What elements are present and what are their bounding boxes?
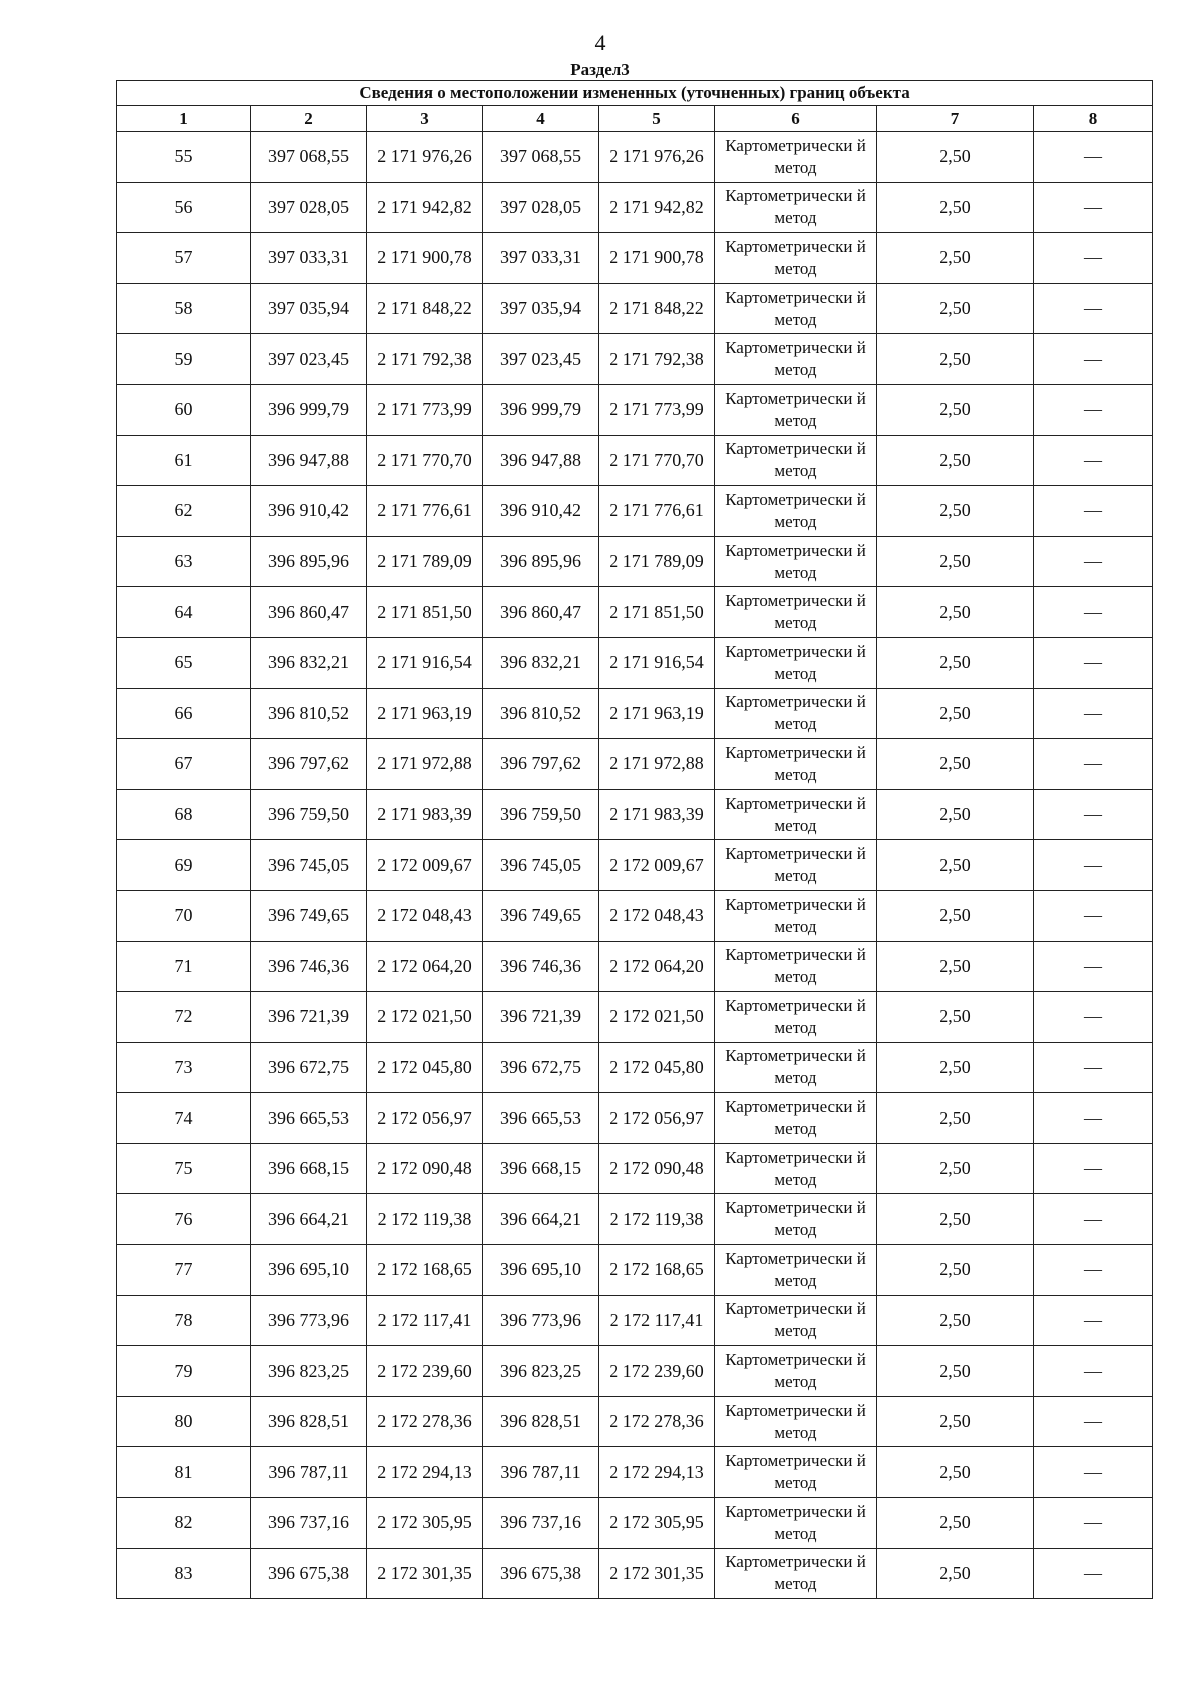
cell-point-number: 69 bbox=[117, 840, 251, 891]
cell-y-new: 2 172 301,35 bbox=[599, 1548, 715, 1599]
cell-point-number: 77 bbox=[117, 1245, 251, 1296]
cell-method: Картометрически й метод bbox=[715, 1295, 877, 1346]
cell-method: Картометрически й метод bbox=[715, 1245, 877, 1296]
cell-accuracy: 2,50 bbox=[877, 1498, 1034, 1549]
cell-point-number: 76 bbox=[117, 1194, 251, 1245]
cell-x-new: 396 672,75 bbox=[483, 1042, 599, 1093]
cell-x-new: 396 910,42 bbox=[483, 486, 599, 537]
cell-y-existing: 2 172 305,95 bbox=[367, 1498, 483, 1549]
cell-method: Картометрически й метод bbox=[715, 1194, 877, 1245]
cell-x-existing: 396 721,39 bbox=[251, 992, 367, 1043]
cell-x-existing: 396 895,96 bbox=[251, 536, 367, 587]
cell-y-new: 2 171 848,22 bbox=[599, 283, 715, 334]
table-row bbox=[117, 840, 1153, 891]
table-row bbox=[117, 486, 1153, 537]
cell-method: Картометрически й метод bbox=[715, 435, 877, 486]
cell-description: — bbox=[1034, 283, 1153, 334]
cell-x-existing: 396 828,51 bbox=[251, 1396, 367, 1447]
cell-point-number: 78 bbox=[117, 1295, 251, 1346]
cell-accuracy: 2,50 bbox=[877, 1396, 1034, 1447]
cell-point-number: 80 bbox=[117, 1396, 251, 1447]
cell-accuracy: 2,50 bbox=[877, 1245, 1034, 1296]
cell-y-new: 2 172 064,20 bbox=[599, 941, 715, 992]
cell-accuracy: 2,50 bbox=[877, 1042, 1034, 1093]
cell-description: — bbox=[1034, 587, 1153, 638]
table-row bbox=[117, 182, 1153, 233]
cell-x-new: 396 675,38 bbox=[483, 1548, 599, 1599]
cell-y-existing: 2 171 792,38 bbox=[367, 334, 483, 385]
cell-x-existing: 396 787,11 bbox=[251, 1447, 367, 1498]
cell-description: — bbox=[1034, 688, 1153, 739]
cell-x-existing: 396 832,21 bbox=[251, 637, 367, 688]
cell-description: — bbox=[1034, 1548, 1153, 1599]
cell-description: — bbox=[1034, 890, 1153, 941]
cell-accuracy: 2,50 bbox=[877, 435, 1034, 486]
cell-x-existing: 396 664,21 bbox=[251, 1194, 367, 1245]
cell-x-new: 396 773,96 bbox=[483, 1295, 599, 1346]
cell-y-new: 2 171 916,54 bbox=[599, 637, 715, 688]
cell-y-new: 2 172 119,38 bbox=[599, 1194, 715, 1245]
cell-accuracy: 2,50 bbox=[877, 688, 1034, 739]
table-row bbox=[117, 1245, 1153, 1296]
cell-description: — bbox=[1034, 384, 1153, 435]
cell-y-existing: 2 171 972,88 bbox=[367, 739, 483, 790]
cell-x-new: 396 895,96 bbox=[483, 536, 599, 587]
cell-description: — bbox=[1034, 992, 1153, 1043]
cell-description: — bbox=[1034, 1194, 1153, 1245]
cell-x-existing: 396 947,88 bbox=[251, 435, 367, 486]
cell-point-number: 64 bbox=[117, 587, 251, 638]
cell-method: Картометрически й метод bbox=[715, 1042, 877, 1093]
cell-x-new: 396 759,50 bbox=[483, 789, 599, 840]
cell-y-existing: 2 172 064,20 bbox=[367, 941, 483, 992]
cell-accuracy: 2,50 bbox=[877, 890, 1034, 941]
cell-accuracy: 2,50 bbox=[877, 384, 1034, 435]
cell-x-new: 396 787,11 bbox=[483, 1447, 599, 1498]
cell-description: — bbox=[1034, 182, 1153, 233]
cell-x-new: 396 832,21 bbox=[483, 637, 599, 688]
cell-point-number: 73 bbox=[117, 1042, 251, 1093]
cell-y-new: 2 171 963,19 bbox=[599, 688, 715, 739]
cell-x-new: 396 797,62 bbox=[483, 739, 599, 790]
column-header: 6 bbox=[715, 106, 877, 132]
cell-y-existing: 2 172 090,48 bbox=[367, 1143, 483, 1194]
cell-point-number: 66 bbox=[117, 688, 251, 739]
cell-accuracy: 2,50 bbox=[877, 1548, 1034, 1599]
table-row bbox=[117, 233, 1153, 284]
cell-accuracy: 2,50 bbox=[877, 1447, 1034, 1498]
table-row bbox=[117, 890, 1153, 941]
cell-method: Картометрически й метод bbox=[715, 132, 877, 183]
cell-y-existing: 2 172 048,43 bbox=[367, 890, 483, 941]
cell-point-number: 70 bbox=[117, 890, 251, 941]
header-row bbox=[117, 106, 1153, 132]
cell-x-existing: 396 797,62 bbox=[251, 739, 367, 790]
cell-method: Картометрически й метод bbox=[715, 1093, 877, 1144]
cell-accuracy: 2,50 bbox=[877, 992, 1034, 1043]
cell-accuracy: 2,50 bbox=[877, 637, 1034, 688]
cell-point-number: 67 bbox=[117, 739, 251, 790]
cell-point-number: 56 bbox=[117, 182, 251, 233]
cell-y-new: 2 171 776,61 bbox=[599, 486, 715, 537]
cell-accuracy: 2,50 bbox=[877, 789, 1034, 840]
cell-y-existing: 2 172 045,80 bbox=[367, 1042, 483, 1093]
cell-y-existing: 2 171 770,70 bbox=[367, 435, 483, 486]
table-row bbox=[117, 1346, 1153, 1397]
cell-y-new: 2 171 789,09 bbox=[599, 536, 715, 587]
cell-description: — bbox=[1034, 840, 1153, 891]
cell-point-number: 82 bbox=[117, 1498, 251, 1549]
cell-point-number: 57 bbox=[117, 233, 251, 284]
cell-method: Картометрически й метод bbox=[715, 486, 877, 537]
cell-method: Картометрически й метод bbox=[715, 283, 877, 334]
cell-y-existing: 2 172 278,36 bbox=[367, 1396, 483, 1447]
cell-x-existing: 396 746,36 bbox=[251, 941, 367, 992]
cell-point-number: 71 bbox=[117, 941, 251, 992]
cell-x-new: 396 737,16 bbox=[483, 1498, 599, 1549]
cell-method: Картометрически й метод bbox=[715, 587, 877, 638]
cell-x-existing: 396 668,15 bbox=[251, 1143, 367, 1194]
cell-y-new: 2 171 770,70 bbox=[599, 435, 715, 486]
cell-method: Картометрически й метод bbox=[715, 789, 877, 840]
column-header: 3 bbox=[367, 106, 483, 132]
cell-y-new: 2 171 942,82 bbox=[599, 182, 715, 233]
cell-x-existing: 396 745,05 bbox=[251, 840, 367, 891]
cell-method: Картометрически й метод bbox=[715, 1396, 877, 1447]
cell-y-new: 2 172 048,43 bbox=[599, 890, 715, 941]
table-row bbox=[117, 1548, 1153, 1599]
cell-y-existing: 2 172 119,38 bbox=[367, 1194, 483, 1245]
cell-y-new: 2 172 056,97 bbox=[599, 1093, 715, 1144]
cell-method: Картометрически й метод bbox=[715, 739, 877, 790]
cell-point-number: 62 bbox=[117, 486, 251, 537]
cell-x-new: 396 749,65 bbox=[483, 890, 599, 941]
cell-method: Картометрически й метод bbox=[715, 536, 877, 587]
table-row bbox=[117, 739, 1153, 790]
cell-x-existing: 396 823,25 bbox=[251, 1346, 367, 1397]
cell-x-new: 397 028,05 bbox=[483, 182, 599, 233]
cell-x-existing: 397 033,31 bbox=[251, 233, 367, 284]
column-header: 5 bbox=[599, 106, 715, 132]
column-header: 7 bbox=[877, 106, 1034, 132]
cell-y-new: 2 171 851,50 bbox=[599, 587, 715, 638]
cell-description: — bbox=[1034, 233, 1153, 284]
cell-x-new: 397 068,55 bbox=[483, 132, 599, 183]
cell-point-number: 65 bbox=[117, 637, 251, 688]
cell-y-existing: 2 171 851,50 bbox=[367, 587, 483, 638]
cell-x-new: 396 823,25 bbox=[483, 1346, 599, 1397]
table-row bbox=[117, 283, 1153, 334]
cell-y-new: 2 172 239,60 bbox=[599, 1346, 715, 1397]
cell-point-number: 75 bbox=[117, 1143, 251, 1194]
cell-point-number: 81 bbox=[117, 1447, 251, 1498]
column-header: 2 bbox=[251, 106, 367, 132]
cell-x-new: 396 828,51 bbox=[483, 1396, 599, 1447]
cell-description: — bbox=[1034, 1245, 1153, 1296]
cell-description: — bbox=[1034, 334, 1153, 385]
cell-y-existing: 2 171 789,09 bbox=[367, 536, 483, 587]
cell-description: — bbox=[1034, 536, 1153, 587]
cell-accuracy: 2,50 bbox=[877, 1346, 1034, 1397]
cell-y-existing: 2 171 776,61 bbox=[367, 486, 483, 537]
cell-description: — bbox=[1034, 739, 1153, 790]
cell-y-existing: 2 171 900,78 bbox=[367, 233, 483, 284]
table-body bbox=[117, 132, 1153, 1599]
cell-point-number: 58 bbox=[117, 283, 251, 334]
table-row bbox=[117, 132, 1153, 183]
cell-y-new: 2 172 294,13 bbox=[599, 1447, 715, 1498]
cell-point-number: 55 bbox=[117, 132, 251, 183]
cell-y-new: 2 172 009,67 bbox=[599, 840, 715, 891]
cell-y-existing: 2 171 983,39 bbox=[367, 789, 483, 840]
cell-y-existing: 2 172 294,13 bbox=[367, 1447, 483, 1498]
column-header: 8 bbox=[1034, 106, 1153, 132]
cell-method: Картометрически й метод bbox=[715, 1346, 877, 1397]
cell-x-existing: 397 023,45 bbox=[251, 334, 367, 385]
cell-x-new: 396 947,88 bbox=[483, 435, 599, 486]
cell-point-number: 72 bbox=[117, 992, 251, 1043]
cell-accuracy: 2,50 bbox=[877, 182, 1034, 233]
cell-x-existing: 396 810,52 bbox=[251, 688, 367, 739]
cell-description: — bbox=[1034, 941, 1153, 992]
cell-x-existing: 396 759,50 bbox=[251, 789, 367, 840]
cell-accuracy: 2,50 bbox=[877, 233, 1034, 284]
cell-accuracy: 2,50 bbox=[877, 739, 1034, 790]
cell-accuracy: 2,50 bbox=[877, 1093, 1034, 1144]
cell-y-existing: 2 171 976,26 bbox=[367, 132, 483, 183]
cell-y-existing: 2 172 301,35 bbox=[367, 1548, 483, 1599]
cell-accuracy: 2,50 bbox=[877, 587, 1034, 638]
cell-y-existing: 2 171 773,99 bbox=[367, 384, 483, 435]
cell-y-existing: 2 172 056,97 bbox=[367, 1093, 483, 1144]
cell-x-new: 397 035,94 bbox=[483, 283, 599, 334]
cell-method: Картометрически й метод bbox=[715, 840, 877, 891]
cell-x-new: 396 810,52 bbox=[483, 688, 599, 739]
cell-accuracy: 2,50 bbox=[877, 283, 1034, 334]
cell-description: — bbox=[1034, 435, 1153, 486]
table-row bbox=[117, 1447, 1153, 1498]
cell-y-existing: 2 171 942,82 bbox=[367, 182, 483, 233]
cell-y-existing: 2 172 009,67 bbox=[367, 840, 483, 891]
cell-point-number: 83 bbox=[117, 1548, 251, 1599]
cell-method: Картометрически й метод bbox=[715, 1143, 877, 1194]
cell-x-existing: 396 695,10 bbox=[251, 1245, 367, 1296]
table-row bbox=[117, 1396, 1153, 1447]
cell-x-existing: 396 773,96 bbox=[251, 1295, 367, 1346]
table-row bbox=[117, 1093, 1153, 1144]
cell-method: Картометрически й метод bbox=[715, 182, 877, 233]
cell-y-existing: 2 172 117,41 bbox=[367, 1295, 483, 1346]
cell-x-new: 396 695,10 bbox=[483, 1245, 599, 1296]
cell-y-new: 2 172 021,50 bbox=[599, 992, 715, 1043]
cell-method: Картометрически й метод bbox=[715, 941, 877, 992]
cell-y-new: 2 171 983,39 bbox=[599, 789, 715, 840]
cell-y-new: 2 172 045,80 bbox=[599, 1042, 715, 1093]
cell-x-existing: 397 035,94 bbox=[251, 283, 367, 334]
cell-point-number: 60 bbox=[117, 384, 251, 435]
cell-x-existing: 396 675,38 bbox=[251, 1548, 367, 1599]
cell-point-number: 61 bbox=[117, 435, 251, 486]
cell-y-existing: 2 172 021,50 bbox=[367, 992, 483, 1043]
cell-point-number: 63 bbox=[117, 536, 251, 587]
cell-method: Картометрически й метод bbox=[715, 334, 877, 385]
cell-description: — bbox=[1034, 1396, 1153, 1447]
table-caption: Сведения о местоположении измененных (уточненных) границ объекта bbox=[117, 81, 1153, 106]
table-row bbox=[117, 384, 1153, 435]
cell-description: — bbox=[1034, 486, 1153, 537]
table-row bbox=[117, 992, 1153, 1043]
cell-description: — bbox=[1034, 637, 1153, 688]
cell-x-new: 396 999,79 bbox=[483, 384, 599, 435]
table-row bbox=[117, 334, 1153, 385]
cell-y-existing: 2 171 963,19 bbox=[367, 688, 483, 739]
cell-point-number: 59 bbox=[117, 334, 251, 385]
table-row bbox=[117, 587, 1153, 638]
cell-x-new: 396 665,53 bbox=[483, 1093, 599, 1144]
table-row bbox=[117, 435, 1153, 486]
cell-accuracy: 2,50 bbox=[877, 840, 1034, 891]
cell-x-new: 396 746,36 bbox=[483, 941, 599, 992]
cell-accuracy: 2,50 bbox=[877, 1143, 1034, 1194]
cell-y-new: 2 171 972,88 bbox=[599, 739, 715, 790]
cell-y-existing: 2 172 239,60 bbox=[367, 1346, 483, 1397]
cell-x-new: 396 664,21 bbox=[483, 1194, 599, 1245]
cell-x-new: 396 860,47 bbox=[483, 587, 599, 638]
cell-description: — bbox=[1034, 1346, 1153, 1397]
cell-description: — bbox=[1034, 1447, 1153, 1498]
cell-method: Картометрически й метод bbox=[715, 992, 877, 1043]
cell-accuracy: 2,50 bbox=[877, 334, 1034, 385]
table-row bbox=[117, 1295, 1153, 1346]
cell-y-existing: 2 172 168,65 bbox=[367, 1245, 483, 1296]
table-row bbox=[117, 789, 1153, 840]
cell-y-new: 2 171 976,26 bbox=[599, 132, 715, 183]
cell-y-new: 2 172 278,36 bbox=[599, 1396, 715, 1447]
cell-method: Картометрически й метод bbox=[715, 233, 877, 284]
cell-x-existing: 396 737,16 bbox=[251, 1498, 367, 1549]
cell-y-new: 2 172 117,41 bbox=[599, 1295, 715, 1346]
cell-x-existing: 396 999,79 bbox=[251, 384, 367, 435]
cell-point-number: 74 bbox=[117, 1093, 251, 1144]
cell-method: Картометрически й метод bbox=[715, 1447, 877, 1498]
table-row bbox=[117, 637, 1153, 688]
cell-method: Картометрически й метод bbox=[715, 688, 877, 739]
cell-accuracy: 2,50 bbox=[877, 536, 1034, 587]
cell-x-existing: 396 672,75 bbox=[251, 1042, 367, 1093]
table-row bbox=[117, 688, 1153, 739]
table-row bbox=[117, 1498, 1153, 1549]
cell-description: — bbox=[1034, 1498, 1153, 1549]
table-row bbox=[117, 1143, 1153, 1194]
boundary-table bbox=[116, 80, 1153, 1599]
cell-y-new: 2 171 900,78 bbox=[599, 233, 715, 284]
cell-description: — bbox=[1034, 1295, 1153, 1346]
cell-description: — bbox=[1034, 132, 1153, 183]
cell-description: — bbox=[1034, 1143, 1153, 1194]
cell-x-existing: 397 028,05 bbox=[251, 182, 367, 233]
cell-accuracy: 2,50 bbox=[877, 132, 1034, 183]
cell-method: Картометрически й метод bbox=[715, 1498, 877, 1549]
cell-method: Картометрически й метод bbox=[715, 890, 877, 941]
cell-accuracy: 2,50 bbox=[877, 1295, 1034, 1346]
page-number: 4 bbox=[594, 30, 606, 55]
cell-x-new: 397 033,31 bbox=[483, 233, 599, 284]
cell-x-existing: 396 665,53 bbox=[251, 1093, 367, 1144]
section-title: Раздел3 bbox=[570, 60, 630, 79]
column-header: 1 bbox=[117, 106, 251, 132]
cell-description: — bbox=[1034, 1093, 1153, 1144]
cell-y-new: 2 172 168,65 bbox=[599, 1245, 715, 1296]
cell-y-new: 2 171 792,38 bbox=[599, 334, 715, 385]
cell-x-new: 396 745,05 bbox=[483, 840, 599, 891]
table-row bbox=[117, 536, 1153, 587]
cell-point-number: 79 bbox=[117, 1346, 251, 1397]
column-header: 4 bbox=[483, 106, 599, 132]
cell-x-new: 396 721,39 bbox=[483, 992, 599, 1043]
cell-description: — bbox=[1034, 789, 1153, 840]
cell-method: Картометрически й метод bbox=[715, 637, 877, 688]
cell-x-new: 396 668,15 bbox=[483, 1143, 599, 1194]
cell-accuracy: 2,50 bbox=[877, 941, 1034, 992]
table-row bbox=[117, 941, 1153, 992]
cell-method: Картометрически й метод bbox=[715, 384, 877, 435]
cell-accuracy: 2,50 bbox=[877, 1194, 1034, 1245]
cell-y-new: 2 172 305,95 bbox=[599, 1498, 715, 1549]
cell-method: Картометрически й метод bbox=[715, 1548, 877, 1599]
table-row bbox=[117, 1042, 1153, 1093]
cell-x-existing: 396 860,47 bbox=[251, 587, 367, 638]
cell-y-existing: 2 171 916,54 bbox=[367, 637, 483, 688]
cell-x-new: 397 023,45 bbox=[483, 334, 599, 385]
cell-y-new: 2 172 090,48 bbox=[599, 1143, 715, 1194]
table-row bbox=[117, 1194, 1153, 1245]
cell-y-new: 2 171 773,99 bbox=[599, 384, 715, 435]
cell-point-number: 68 bbox=[117, 789, 251, 840]
cell-description: — bbox=[1034, 1042, 1153, 1093]
cell-y-existing: 2 171 848,22 bbox=[367, 283, 483, 334]
cell-x-existing: 396 749,65 bbox=[251, 890, 367, 941]
cell-x-existing: 397 068,55 bbox=[251, 132, 367, 183]
cell-x-existing: 396 910,42 bbox=[251, 486, 367, 537]
cell-accuracy: 2,50 bbox=[877, 486, 1034, 537]
